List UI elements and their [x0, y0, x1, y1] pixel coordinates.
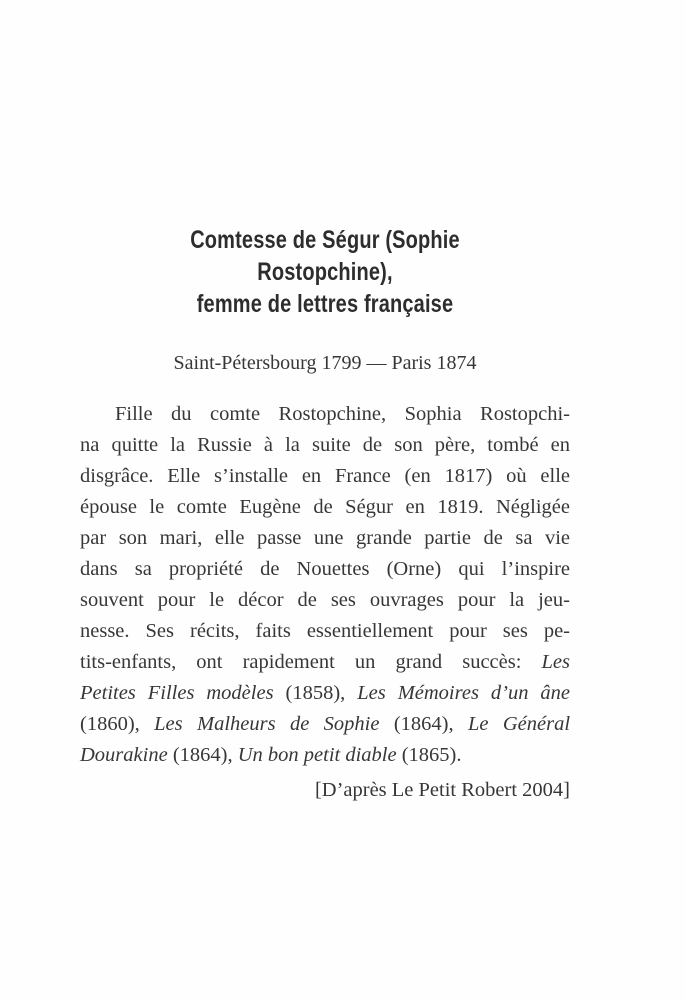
body-line	[80, 678, 570, 709]
title-line-2: femme de lettres française	[196, 290, 454, 318]
body-line	[80, 492, 570, 523]
body-text-segment: disgrâce. Elle s’installe en France (en 1817) où elle	[80, 465, 570, 487]
body-text-segment: (1865).	[396, 744, 462, 766]
source-attribution: [D’après Le Petit Robert 2004]	[314, 779, 570, 801]
book-title-italic: Les	[541, 651, 570, 673]
book-title-italic: Les Malheurs de Sophie	[154, 713, 380, 735]
book-title-italic: Le Général	[467, 713, 571, 735]
body-line	[80, 523, 570, 554]
body-text-segment: na quitte la Russie à la suite de son père, tombé en	[80, 434, 570, 456]
body-line	[80, 647, 570, 678]
body-text-segment: (1858),	[273, 682, 358, 704]
biography-paragraph	[80, 399, 570, 771]
body-line	[80, 430, 570, 461]
body-line	[80, 585, 570, 616]
book-title-italic: Petites Filles modèles	[80, 682, 274, 704]
body-line	[80, 740, 570, 771]
book-title-italic: Un bon petit diable	[237, 744, 397, 766]
page-title	[129, 224, 521, 320]
book-title-italic: Les Mémoires d’un âne	[357, 682, 571, 704]
birth-death-dates: Saint-Pétersbourg 1799 — Paris 1874	[173, 352, 477, 374]
title-line-1: Comtesse de Ségur (Sophie Rostopchine),	[190, 226, 460, 286]
body-text-segment: par son mari, elle passe une grande partie de sa vie	[80, 527, 570, 549]
body-text-segment: (1864),	[167, 744, 238, 766]
text-column	[80, 224, 570, 806]
body-line	[80, 616, 570, 647]
body-text-segment: (1860),	[80, 713, 155, 735]
body-text-segment: Fille du comte Rostopchine, Sophia Rostopchi-	[115, 403, 570, 425]
body-text-segment: souvent pour le décor de ses ouvrages pour la jeu-	[80, 589, 570, 611]
body-text-segment: tits-enfants, ont rapidement un grand succès:	[80, 651, 542, 673]
body-text-segment: (1864),	[379, 713, 468, 735]
body-text-segment: épouse le comte Eugène de Ségur en 1819. Négligée	[80, 496, 570, 518]
book-title-italic: Dourakine	[80, 744, 168, 766]
body-text-segment: dans sa propriété de Nouettes (Orne) qui l’inspire	[80, 558, 570, 580]
body-line	[80, 554, 570, 585]
body-line	[80, 461, 570, 492]
body-line	[80, 709, 570, 740]
body-text-segment: nesse. Ses récits, faits essentiellement pour ses pe-	[80, 620, 570, 642]
body-line	[80, 399, 570, 430]
